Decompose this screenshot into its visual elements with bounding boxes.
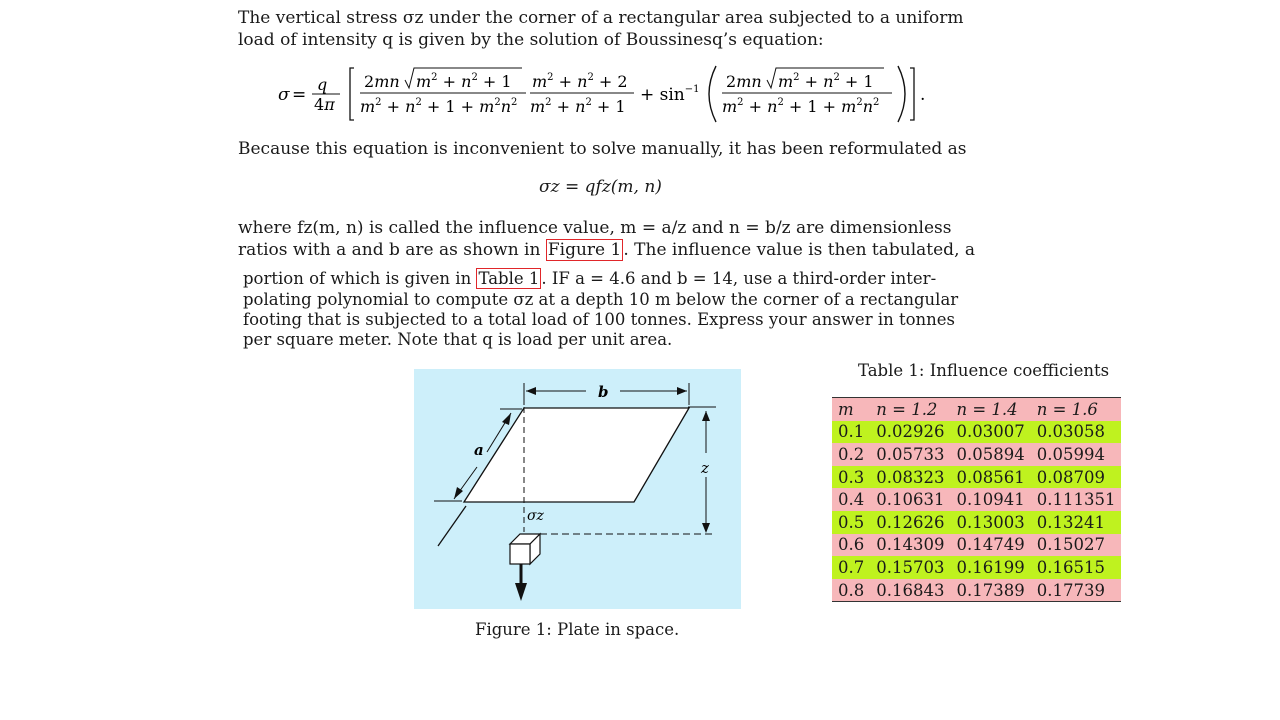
table-cell: 0.15027 [1036,535,1105,555]
table-row [832,421,1121,444]
table-cell: 0.05733 [876,444,945,464]
table-row [832,534,1121,557]
table-cell: 0.02926 [876,422,945,442]
table-cell: 0.16515 [1036,557,1105,577]
svg-text:.: . [920,85,926,105]
table-cell: 0.3 [838,467,865,487]
label-b: b [598,383,609,401]
table-cell: 0.08323 [876,467,945,487]
table-cell: 0.15703 [876,557,945,577]
svg-text:q: q [317,75,328,94]
table-cell: 0.6 [838,535,865,555]
para3-line2: ratios with a and b are as shown in Figure 1 . The influence value is then tabulated, a [238,240,976,260]
table-cell: 0.05994 [1036,444,1105,464]
label-z: z [701,459,709,477]
table-1-link[interactable]: Table 1 [478,269,540,288]
svg-text:m2 + n2 + 1: $m^2 + n^2 + 1$ [416,72,512,91]
svg-text:+ sin−1: + $\sin^{-1}$ [640,84,700,105]
table-caption: Table 1: Influence coefficients [858,361,1110,380]
table-cell: 0.03058 [1036,422,1105,442]
table-row [832,443,1121,466]
para4-line3: footing that is subjected to a total load of 100 tonnes. Express your answer in tonnes [243,310,956,329]
svg-text:m2 + n2 + 1: $m^2 + n^2 + 1$ [530,97,626,116]
svg-text:4π: 4π [314,95,335,114]
table-cell: 0.08709 [1036,467,1105,487]
table-cell: 0.16199 [956,557,1025,577]
table-cell: 0.05894 [956,444,1025,464]
stress-element-cube [510,544,530,564]
svg-text:σ: σ [278,85,290,105]
table-cell: 0.03007 [956,422,1025,442]
table-cell: 0.16843 [876,580,945,600]
table-cell: 0.17739 [1036,580,1105,600]
table-header-row [832,398,1121,421]
table-cell: 0.14309 [876,535,945,555]
table-cell: 0.7 [838,557,865,577]
table-cell: 0.13241 [1036,512,1105,532]
table-cell: 0.10941 [956,490,1025,510]
svg-text:m2 + n2 + 1 + m2n2: $m^2 + n^2 + 1 + m^2n^2$ [722,97,880,116]
table-cell: 0.08561 [956,467,1025,487]
table-header: m [838,399,854,419]
influence-table [832,397,1121,602]
svg-text:=: = [292,85,307,105]
para3-line1: where fz(m, n) is called the influence value, m = a/z and n = b/z are dimensionless [238,218,952,238]
table-row [832,466,1121,489]
table-cell: 0.10631 [876,490,945,510]
para4-line1: portion of which is given in Table 1 . IF a = 4.6 and b = 14, use a third-order inter- [243,269,937,288]
svg-text:2mn: 2mn [726,72,762,91]
svg-text:m2 + n2 + 1: $m^2 + n^2 + 1$ [778,72,874,91]
table-cell: 0.5 [838,512,865,532]
para1-line1: The vertical stress σz under the corner of a rectangular area subjected to a uniform [238,8,964,28]
figure-caption: Figure 1: Plate in space. [475,620,680,639]
equation-simple: σz = qfz(m, n) [539,177,662,197]
figure-1-link[interactable]: Figure 1 [547,240,622,260]
table-cell: 0.8 [838,580,865,600]
para4-line4: per square meter. Note that q is load per unit area. [243,330,673,349]
table-row [832,556,1121,579]
para1-line2: load of intensity q is given by the solution of Boussinesq’s equation: [238,30,824,50]
table-cell: 0.1 [838,422,865,442]
svg-text:m2 + n2 + 1 + m2n2: $m^2 + n^2 + 1 + m^2n^2$ [360,97,518,116]
table-cell: 0.14749 [956,535,1025,555]
svg-text:2mn: 2mn [364,72,400,91]
table-cell: 0.12626 [876,512,945,532]
label-sigma: σz [527,508,544,524]
table-row [832,488,1121,511]
para2: Because this equation is inconvenient to solve manually, it has been reformulated as [238,139,967,159]
table-row [832,579,1121,602]
table-row [832,511,1121,534]
para4-line2: polating polynomial to compute σz at a depth 10 m below the corner of a rectangular [243,290,959,309]
table-cell: 0.4 [838,490,865,510]
table-header: n = 1.6 [1036,399,1098,419]
table-header: n = 1.2 [876,399,938,419]
table-cell: 0.13003 [956,512,1025,532]
boussinesq-equation [270,62,940,128]
plate-figure [414,369,741,609]
table-cell: 0.17389 [956,580,1025,600]
svg-text:m2 + n2 + 2: $m^2 + n^2 + 2$ [532,72,628,91]
label-a: a [474,441,484,459]
table-cell: 0.111351 [1036,490,1116,510]
table-cell: 0.2 [838,444,865,464]
table-header: n = 1.4 [956,399,1018,419]
